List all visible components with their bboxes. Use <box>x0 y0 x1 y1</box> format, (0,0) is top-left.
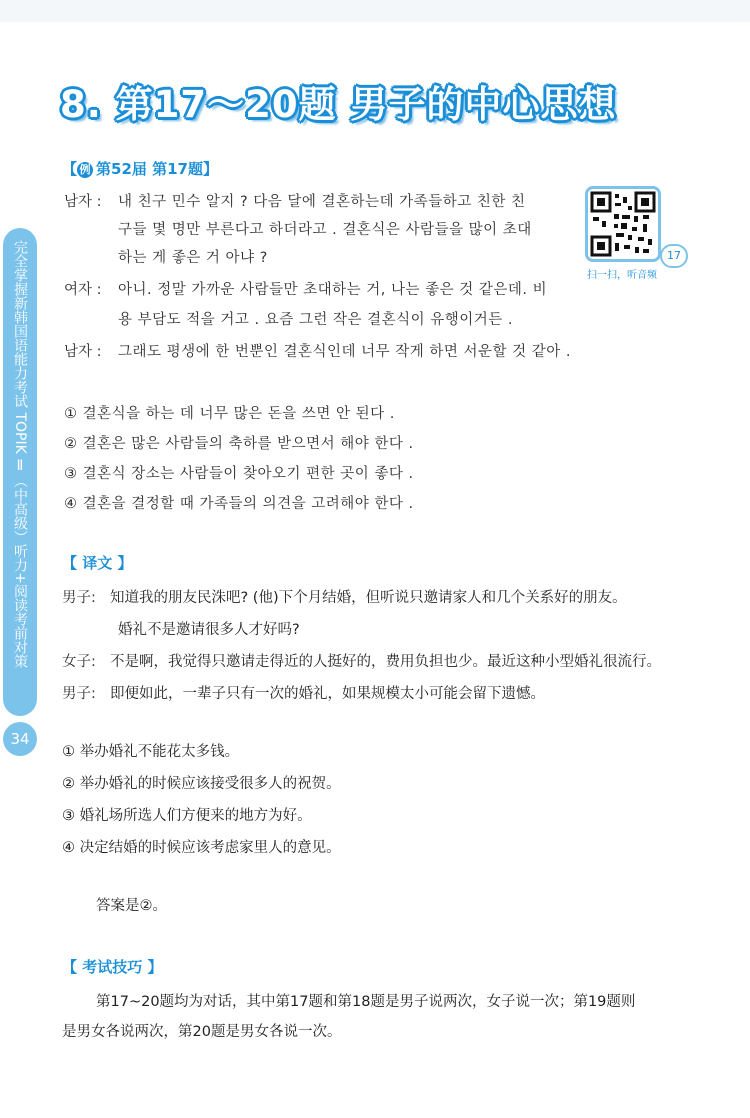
speaker-cn-2: 女子: <box>62 654 96 670</box>
tips-line: 是男女各说两次，第20题是男女各说一次。 <box>62 1024 342 1040</box>
option-cn-3: ③ 婚礼场所选人们方便来的地方为好。 <box>62 808 312 824</box>
translation-label: 【 译文 】 <box>62 554 133 572</box>
page-title: 8. 第17～20题 男子的中心思想 <box>60 83 617 126</box>
option-kr-4: ④ 결혼을 결정할 때 가족들의 의견을 고려해야 한다 . <box>64 496 414 512</box>
dialogue-kr-line: 그래도 평생에 한 번뿐인 결혼식인데 너무 작게 하면 서운할 것 같아 . <box>118 344 571 360</box>
bracket-close: 】 <box>203 160 219 178</box>
example-label-text: 第52届 第17题 <box>96 160 203 178</box>
speaker-kr-1: 남자 : <box>64 194 102 210</box>
track-number-badge: 17 <box>660 244 688 268</box>
tips-label: 【 考试技巧 】 <box>62 958 163 976</box>
dialogue-kr-line: 구들 몇 명만 부른다고 하더라고 . 결혼식은 사람들을 많이 초대 <box>118 222 532 238</box>
dialogue-kr-line: 내 친구 민수 알지 ? 다음 달에 결혼하는데 가족들하고 친한 친 <box>118 194 526 210</box>
dialogue-cn-line: 婚礼不是邀请很多人才好吗? <box>118 622 300 638</box>
option-cn-1: ① 举办婚礼不能花太多钱。 <box>62 744 240 760</box>
option-cn-4: ④ 决定结婚的时候应该考虑家里人的意见。 <box>62 840 341 856</box>
qr-code[interactable] <box>585 186 661 262</box>
speaker-kr-3: 남자 : <box>64 344 102 360</box>
speaker-cn-1: 男子: <box>62 590 96 606</box>
option-cn-2: ② 举办婚礼的时候应该接受很多人的祝贺。 <box>62 776 341 792</box>
top-strip <box>0 0 750 22</box>
option-kr-3: ③ 결혼식 장소는 사람들이 찾아오기 편한 곳이 좋다 . <box>64 466 414 482</box>
dialogue-cn-line: 不是啊，我觉得只邀请走得近的人挺好的，费用负担也少。最近这种小型婚礼很流行。 <box>110 654 661 670</box>
qr-label: 扫一扫，听音频 <box>587 270 657 281</box>
option-kr-1: ① 결혼식을 하는 데 너무 많은 돈을 쓰면 안 된다 . <box>64 406 395 422</box>
example-icon: 例 <box>77 162 93 178</box>
qr-pattern-icon <box>588 189 658 259</box>
tips-line: 第17~20题均为对话，其中第17题和第18题是男子说两次，女子说一次；第19题则 <box>96 994 636 1010</box>
dialogue-kr-line: 하는 게 좋은 거 아냐 ? <box>118 250 268 266</box>
dialogue-cn-line: 即便如此，一辈子只有一次的婚礼，如果规模太小可能会留下遗憾。 <box>110 686 545 702</box>
speaker-cn-3: 男子: <box>62 686 96 702</box>
bracket-open: 【 <box>62 160 78 178</box>
speaker-kr-2: 여자 : <box>64 282 102 298</box>
page-number: 34 <box>3 722 37 756</box>
dialogue-kr-line: 아니. 정말 가까운 사람들만 초대하는 거, 나는 좋은 것 같은데. 비 <box>118 282 548 298</box>
dialogue-cn-line: 知道我的朋友民洙吧? (他)下个月结婚，但听说只邀请家人和几个关系好的朋友。 <box>110 590 627 606</box>
answer-text: 答案是②。 <box>96 898 167 914</box>
example-label <box>62 158 218 179</box>
dialogue-kr-line: 용 부담도 적을 거고 . 요즘 그런 작은 결혼식이 유행이거든 . <box>118 312 513 328</box>
side-tab-text: 完全掌握新韩国语能力考试 TOPIK Ⅱ（中高级）听力+阅读考前对策 <box>12 240 28 668</box>
option-kr-2: ② 결혼은 많은 사람들의 축하를 받으면서 해야 한다 . <box>64 436 414 452</box>
